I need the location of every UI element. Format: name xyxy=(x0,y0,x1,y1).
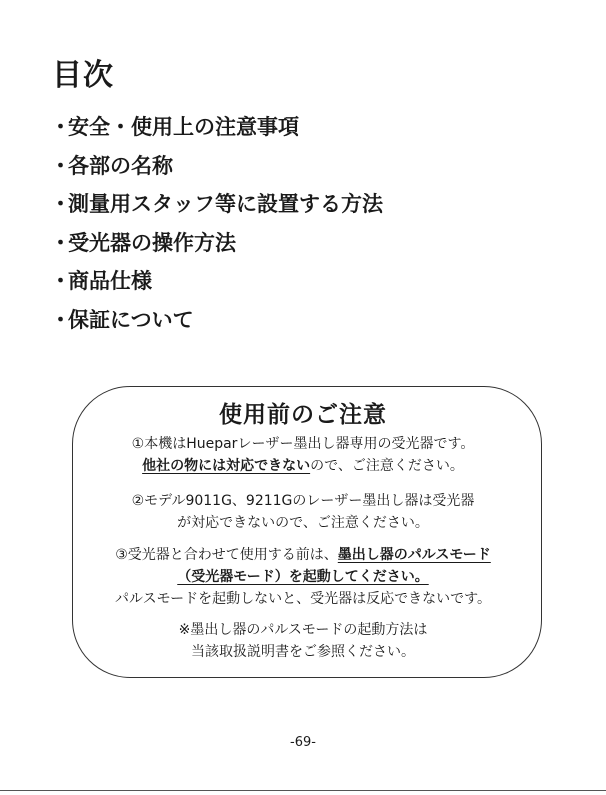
notice-emphasis: （受光器モード）を起動してください。 xyxy=(177,569,429,585)
page-title: 目次 xyxy=(52,58,114,93)
toc-item-label: 受光器の操作方法 xyxy=(68,230,236,255)
notice-line: ①本機はHueparレーザー墨出し器専用の受光器です。 xyxy=(131,436,475,452)
notice-line xyxy=(0,567,606,587)
toc-item-label: 商品仕様 xyxy=(68,269,152,294)
notice-text: ので、ご注意ください。 xyxy=(310,458,464,474)
toc-item-mounting xyxy=(50,184,383,223)
bullet: ・ xyxy=(50,230,71,255)
bullet: ・ xyxy=(50,307,71,332)
bullet: ・ xyxy=(50,192,71,217)
table-of-contents xyxy=(50,107,383,338)
toc-item-part-names xyxy=(50,146,383,185)
notice-title: 使用前のご注意 xyxy=(219,402,387,428)
notice-emphasis: 墨出し器のパルスモード xyxy=(337,547,491,563)
notice-line: ※墨出し器のパルスモードの起動方法は xyxy=(178,622,428,638)
toc-item-label: 測量用スタッフ等に設置する方法 xyxy=(68,192,383,217)
toc-item-label: 保証について xyxy=(68,307,194,332)
toc-item-specifications xyxy=(50,261,383,300)
toc-item-label: 各部の名称 xyxy=(68,153,173,178)
notice-line: が対応できないので、ご注意ください。 xyxy=(177,515,429,531)
notice-line: ②モデル9011G、9211Gのレーザー墨出し器は受光器 xyxy=(131,493,475,509)
toc-item-warranty xyxy=(50,300,383,339)
page-number: -69- xyxy=(290,735,316,750)
toc-item-safety xyxy=(50,107,383,146)
notice-line xyxy=(0,545,606,565)
bottom-divider xyxy=(0,790,606,791)
bullet: ・ xyxy=(50,269,71,294)
notice-text: ③受光器と合わせて使用する前は、 xyxy=(115,547,338,563)
toc-item-label: 安全・使用上の注意事項 xyxy=(68,115,299,140)
toc-item-operation xyxy=(50,223,383,262)
notice-line: パルスモードを起動しないと、受光器は反応できないです。 xyxy=(115,591,491,607)
bullet: ・ xyxy=(50,153,71,178)
notice-line: 当該取扱説明書をご参照ください。 xyxy=(191,644,415,660)
notice-line xyxy=(0,456,606,476)
bullet: ・ xyxy=(50,115,71,140)
notice-emphasis: 他社の物には対応できない xyxy=(142,458,311,474)
